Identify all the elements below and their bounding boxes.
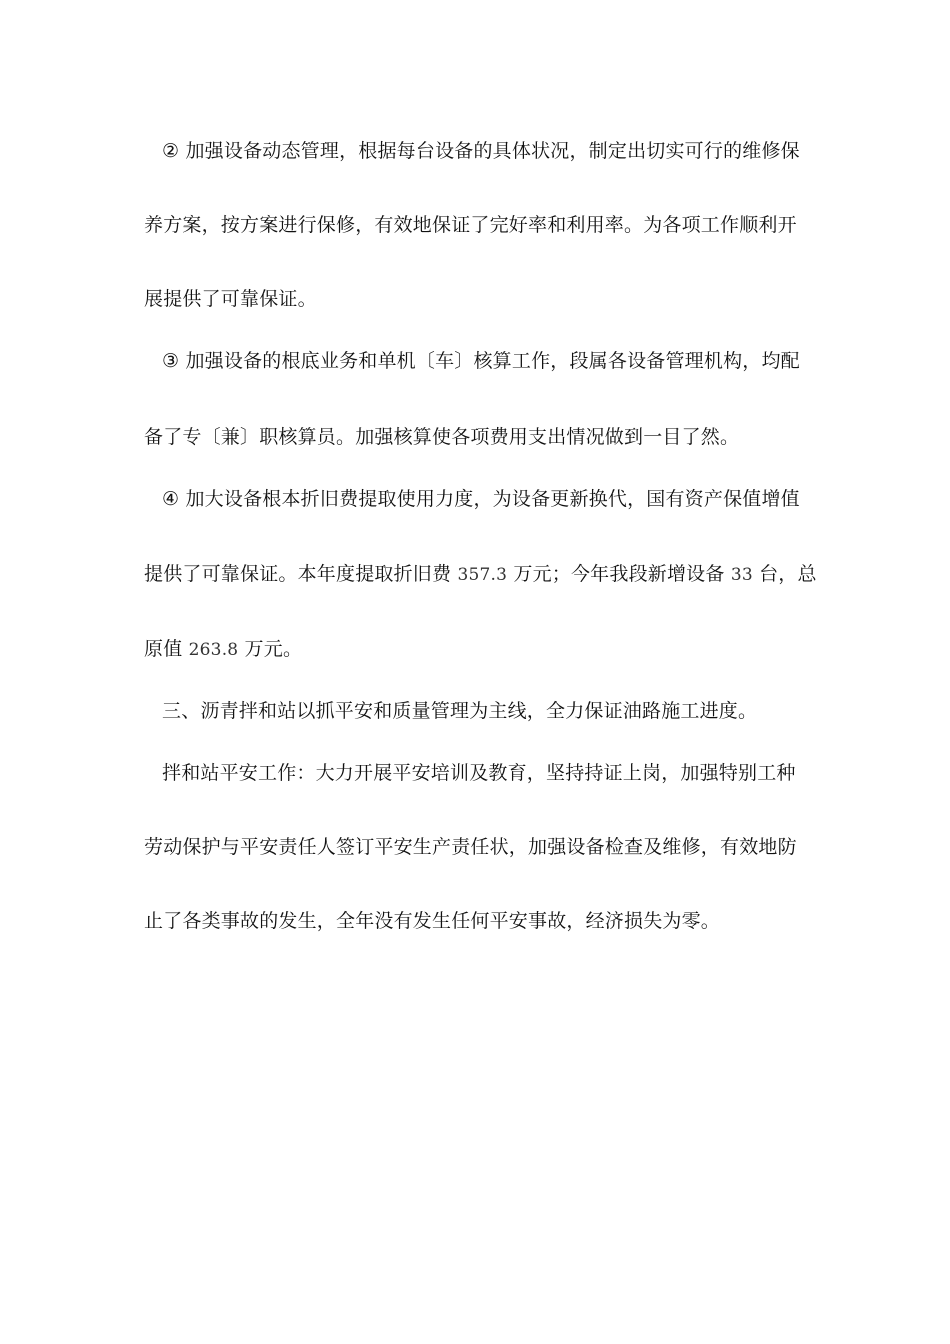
paragraph-4-line-3-text-b: 万元。 (238, 638, 303, 660)
paragraph-4-line-3 (144, 635, 814, 664)
original-value-amount: 263.8 (188, 640, 239, 660)
paragraph-5-line-3: 止了各类事故的发生，全年没有发生任何平安事故，经济损失为零。 (144, 910, 721, 932)
paragraph-3-line-1: ③ 加强设备的根底业务和单机〔车〕核算工作，段属各设备管理机构，均配 (162, 350, 800, 372)
paragraph-2-line-3: 展提供了可靠保证。 (144, 288, 317, 310)
paragraph-4-line-2-text-b: 万元；今年我段新增设备 (507, 563, 731, 585)
paragraph-5-line-1: 拌和站平安工作：大力开展平安培训及教育，坚持持证上岗，加强特别工种 (162, 762, 796, 784)
paragraph-2-line-1: ② 加强设备动态管理，根据每台设备的具体状况，制定出切实可行的维修保 (162, 140, 800, 162)
paragraph-2-line-2: 养方案，按方案进行保修，有效地保证了完好率和利用率。为各项工作顺利开 (144, 214, 797, 236)
paragraph-4-line-3-text-a: 原值 (144, 638, 189, 660)
paragraph-4-line-2-text-c: 台，总 (752, 563, 817, 585)
paragraph-4-line-2-text-a: 提供了可靠保证。本年度提取折旧费 (144, 563, 458, 585)
section-3-heading: 三、沥青拌和站以抓平安和质量管理为主线，全力保证油路施工进度。 (162, 700, 758, 722)
paragraph-3-line-2: 备了专〔兼〕职核算员。加强核算使各项费用支出情况做到一目了然。 (144, 426, 740, 448)
paragraph-5-line-2: 劳动保护与平安责任人签订平安生产责任状，加强设备检查及维修，有效地防 (144, 836, 797, 858)
paragraph-4-line-2 (144, 560, 817, 589)
paragraph-4-line-1: ④ 加大设备根本折旧费提取使用力度，为设备更新换代，国有资产保值增值 (162, 488, 800, 510)
depreciation-amount: 357.3 (457, 565, 508, 585)
new-equipment-count: 33 (730, 565, 753, 585)
